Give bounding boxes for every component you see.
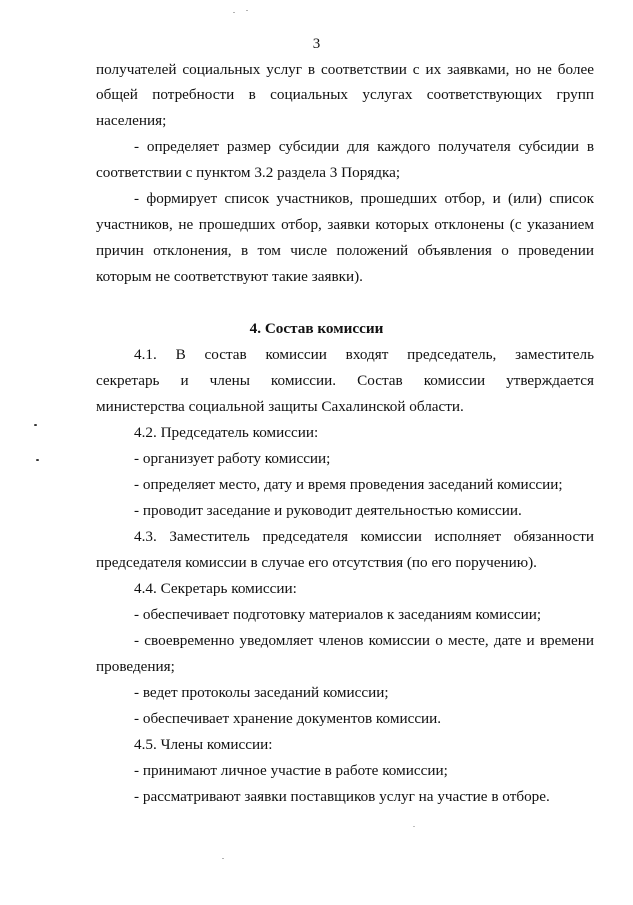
text-line: 4.5. Члены комиссии: <box>134 736 273 753</box>
text-line: - ведет протоколы заседаний комиссии; <box>134 684 389 701</box>
text-line: - своевременно уведомляет членов комиссии о месте, дате и времени <box>134 632 594 649</box>
text-line: - рассматривают заявки поставщиков услуг на участие в отборе. <box>134 788 550 805</box>
text-line: участников, не прошедших отбор, заявки которых отклонены (с указанием <box>96 216 594 233</box>
scan-speck <box>246 10 248 11</box>
text-line: министерства социальной защиты Сахалинской области. <box>96 398 464 415</box>
text-line: общей потребности в социальных услугах соответствующих групп <box>96 86 594 103</box>
text-line: 4.2. Председатель комиссии: <box>134 424 319 441</box>
text-line: соответствии с пунктом 3.2 раздела 3 Порядка; <box>96 164 401 181</box>
scan-speck <box>36 459 39 461</box>
text-line: - обеспечивает хранение документов комиссии. <box>134 710 442 727</box>
text-line: получателей социальных услуг в соответствии с их заявками, но не более <box>96 61 594 78</box>
text-line: - обеспечивает подготовку материалов к заседаниям комиссии; <box>134 606 542 623</box>
text-line: - проводит заседание и руководит деятельностью комиссии. <box>134 502 522 519</box>
scan-speck <box>413 826 415 827</box>
text-line: населения; <box>96 112 167 129</box>
text-line: 4.4. Секретарь комиссии: <box>134 580 297 597</box>
text-line: - формирует список участников, прошедших отбор, и (или) список <box>134 190 594 207</box>
scan-speck <box>233 12 235 13</box>
text-line: - организует работу комиссии; <box>134 450 331 467</box>
text-line: 4.3. Заместитель председателя комиссии исполняет обязанности <box>134 528 594 545</box>
text-line: которым не соответствуют такие заявки). <box>96 268 363 285</box>
text-line: - определяет место, дату и время проведения заседаний комиссии; <box>134 476 563 493</box>
scan-speck <box>222 858 224 859</box>
text-line: председателя комиссии в случае его отсутствия (по его поручению). <box>96 554 537 571</box>
text-line: 4.1. В состав комиссии входят председатель, заместитель <box>134 346 594 363</box>
text-line: секретарь и члены комиссии. Состав комиссии утверждается <box>96 372 594 389</box>
page-number: 3 <box>312 36 321 52</box>
scan-speck <box>34 424 37 426</box>
text-line: - принимают личное участие в работе комиссии; <box>134 762 448 779</box>
section-heading: 4. Состав комиссии <box>249 320 384 337</box>
text-line: проведения; <box>96 658 175 675</box>
text-line: - определяет размер субсидии для каждого получателя субсидии в <box>134 138 594 155</box>
text-line: причин отклонения, в том числе положений объявления о проведении <box>96 242 594 259</box>
